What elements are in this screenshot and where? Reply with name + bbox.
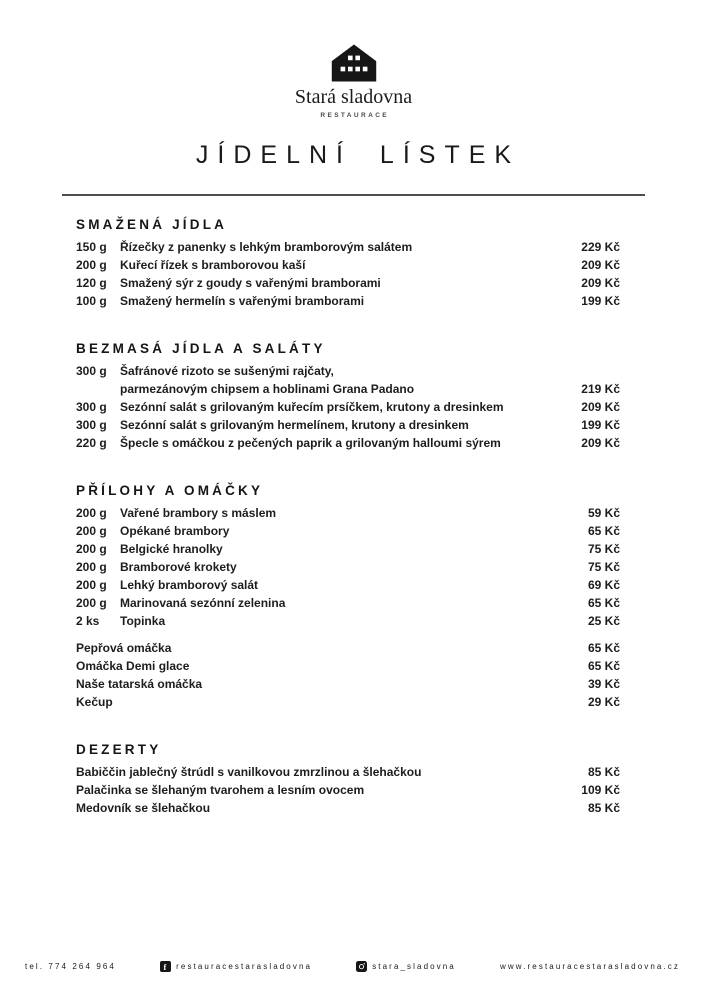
item-quantity: 200 g (76, 596, 107, 610)
item-name: Pepřová omáčka (76, 641, 172, 655)
menu-section-smazena-jidla (76, 218, 620, 310)
item-price: 65 Kč (587, 596, 620, 610)
item-name: Bramborové krokety (120, 560, 237, 574)
item-name: Palačinka se šlehaným tvarohem a lesním ovocem (76, 783, 365, 797)
instagram-icon (356, 961, 367, 972)
menu-item-row (76, 781, 620, 799)
item-price: 229 Kč (581, 240, 620, 254)
menu-item-row (76, 416, 620, 434)
item-name: Lehký bramborový salát (120, 578, 259, 592)
item-name: Belgické hranolky (120, 542, 223, 556)
sauces-subsection (76, 639, 620, 711)
item-name: Omáčka Demi glace (76, 659, 190, 673)
item-price: 25 Kč (587, 614, 620, 628)
item-quantity: 200 g (76, 578, 107, 592)
item-name: Kuřecí řízek s bramborovou kaší (120, 258, 306, 272)
item-price: 199 Kč (581, 294, 620, 308)
item-quantity: 200 g (76, 524, 107, 538)
item-price: 109 Kč (581, 783, 620, 797)
menu-item-row (76, 274, 620, 292)
menu-item-row (76, 362, 620, 380)
menu-item-row (76, 576, 620, 594)
item-price: 199 Kč (581, 418, 620, 432)
title-divider (62, 194, 645, 196)
section-heading: PŘÍLOHY A OMÁČKY (76, 483, 264, 498)
item-name: Smažený sýr z goudy s vařenými bramborami (120, 276, 381, 290)
section-heading: BEZMASÁ JÍDLA A SALÁTY (76, 341, 326, 356)
menu-item-row (76, 675, 620, 693)
item-price: 69 Kč (587, 578, 620, 592)
svg-text:f: f (163, 961, 169, 972)
item-name: Naše tatarská omáčka (76, 677, 203, 691)
item-quantity: 300 g (76, 364, 107, 378)
menu-item-row (76, 522, 620, 540)
item-quantity: 100 g (76, 294, 107, 308)
item-price: 39 Kč (587, 677, 620, 691)
item-name: Topinka (120, 614, 166, 628)
item-price: 219 Kč (581, 382, 620, 396)
item-price: 209 Kč (581, 436, 620, 450)
item-quantity: 150 g (76, 240, 107, 254)
item-quantity: 200 g (76, 258, 107, 272)
menu-item-row (76, 256, 620, 274)
menu-item-row (76, 238, 620, 256)
item-price: 75 Kč (587, 560, 620, 574)
menu-item-row (76, 693, 620, 711)
item-quantity: 300 g (76, 418, 107, 432)
restaurant-logo (0, 0, 707, 120)
menu-item-row (76, 763, 620, 781)
menu-item-row-continuation (76, 380, 620, 398)
item-price (556, 362, 620, 380)
item-name: Špecle s omáčkou z pečených paprik a grilovaným halloumi sýrem (120, 436, 501, 450)
instagram-handle (356, 961, 456, 972)
restaurant-name: Stará sladovna (294, 86, 413, 108)
item-quantity: 120 g (76, 276, 107, 290)
menu-section-prilohy-omacky (76, 484, 620, 711)
contact-footer (25, 961, 680, 972)
item-price: 85 Kč (587, 801, 620, 815)
menu-content (76, 218, 620, 817)
facebook-handle (160, 961, 312, 972)
menu-item-row (76, 558, 620, 576)
item-price: 65 Kč (587, 659, 620, 673)
item-price: 85 Kč (587, 765, 620, 779)
item-name: Medovník se šlehačkou (76, 801, 211, 815)
item-quantity (76, 380, 120, 398)
item-name: Sezónní salát s grilovaným hermelínem, krutony a dresinkem (120, 418, 469, 432)
item-quantity: 200 g (76, 542, 107, 556)
menu-section-bezmasa-jidla (76, 342, 620, 452)
item-price: 75 Kč (587, 542, 620, 556)
item-price: 65 Kč (587, 641, 620, 655)
item-price: 65 Kč (587, 524, 620, 538)
page-title: JÍDELNÍ LÍSTEK (195, 141, 521, 169)
item-quantity: 220 g (76, 436, 107, 450)
item-quantity: 200 g (76, 560, 107, 574)
menu-item-row (76, 657, 620, 675)
restaurant-subtitle: RESTAURACE (320, 112, 390, 119)
menu-item-row (76, 639, 620, 657)
item-name: Marinovaná sezónní zelenina (120, 596, 286, 610)
item-price: 29 Kč (587, 695, 620, 709)
item-quantity: 300 g (76, 400, 107, 414)
item-name: Smažený hermelín s vařenými bramborami (120, 294, 365, 308)
menu-item-row (76, 504, 620, 522)
item-name: Opékané brambory (120, 524, 230, 538)
menu-item-row (76, 540, 620, 558)
menu-item-row (76, 612, 620, 630)
facebook-icon (160, 961, 171, 972)
menu-section-dezerty (76, 743, 620, 817)
website-url: www.restauracestarasladovna.cz (500, 962, 680, 971)
menu-item-row (76, 434, 620, 452)
item-price: 209 Kč (581, 258, 620, 272)
item-quantity: 200 g (76, 506, 107, 520)
menu-item-row (76, 398, 620, 416)
item-name: parmezánovým chipsem a hoblinami Grana Padano (120, 382, 415, 396)
item-name: Babiččin jablečný štrúdl s vanilkovou zmrzlinou a šlehačkou (76, 765, 422, 779)
menu-item-row (76, 292, 620, 310)
phone-number: tel. 774 264 964 (25, 962, 116, 971)
item-quantity: 2 ks (76, 614, 100, 628)
item-price: 209 Kč (581, 400, 620, 414)
item-price: 209 Kč (581, 276, 620, 290)
item-name: Šafránové rizoto se sušenými rajčaty, (120, 364, 334, 378)
instagram-text: stara_sladovna (372, 962, 456, 971)
menu-item-row (76, 594, 620, 612)
item-name: Sezónní salát s grilovaným kuřecím prsíčkem, krutony a dresinkem (120, 400, 504, 414)
item-name: Řízečky z panenky s lehkým bramborovým salátem (120, 240, 413, 254)
item-name: Vařené brambory s máslem (120, 506, 277, 520)
item-price: 59 Kč (587, 506, 620, 520)
item-name: Kečup (76, 695, 113, 709)
facebook-text: restauracestarasladovna (176, 962, 313, 971)
menu-item-row (76, 799, 620, 817)
section-heading: SMAŽENÁ JÍDLA (76, 217, 228, 232)
malt-house-icon (329, 44, 379, 82)
section-heading: DEZERTY (76, 742, 162, 757)
